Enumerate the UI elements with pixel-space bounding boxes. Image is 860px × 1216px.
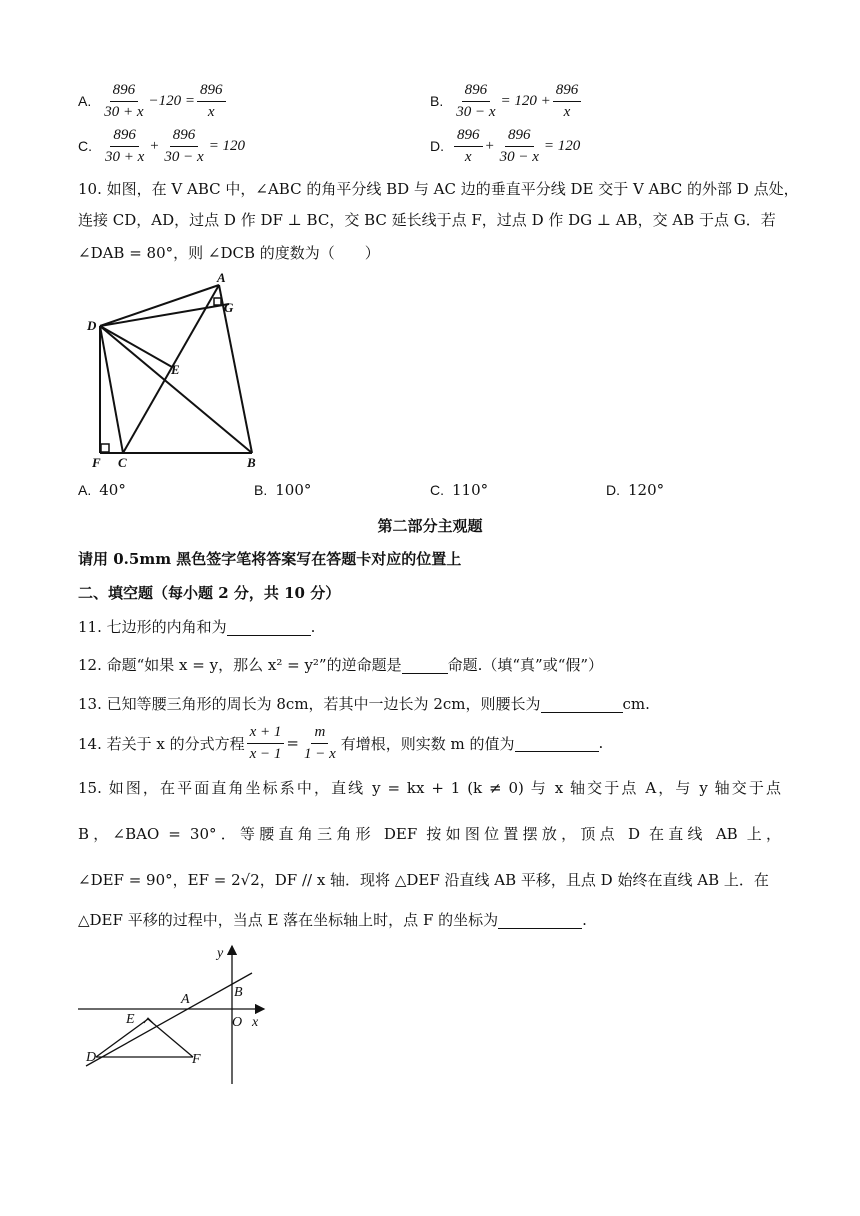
denominator: x — [207, 103, 215, 120]
denominator: 30 + x — [104, 103, 144, 120]
label-e: E — [171, 362, 180, 377]
expression-text: −120 = — [148, 92, 196, 109]
option-label: A. — [78, 93, 92, 109]
expression-text: + — [484, 137, 495, 154]
option-label: D. — [606, 482, 620, 498]
fraction — [553, 82, 582, 120]
label-x: x — [252, 1015, 259, 1030]
label-b: B — [234, 985, 243, 1000]
q13 — [78, 695, 650, 713]
option-value: 120° — [628, 481, 665, 499]
expression-text: + — [149, 137, 160, 154]
label-c: C — [118, 455, 127, 470]
fraction — [453, 82, 498, 120]
option-value: 110° — [452, 481, 489, 499]
label-b: B — [247, 455, 256, 470]
segment-de — [100, 326, 172, 367]
label-e: E — [126, 1012, 135, 1027]
q10-option-b — [254, 481, 311, 499]
q9-option-b — [430, 82, 583, 120]
q14 — [78, 724, 603, 762]
numerator: x + 1 — [247, 724, 285, 744]
label-g: G — [224, 300, 234, 315]
label-a: A — [217, 270, 226, 285]
fraction — [497, 127, 542, 165]
numerator: 896 — [462, 82, 491, 102]
q11 — [78, 618, 315, 636]
answer-blank[interactable] — [498, 912, 582, 929]
numerator: 896 — [197, 82, 226, 102]
denominator: 30 − x — [499, 148, 539, 165]
q15-figure — [74, 938, 274, 1088]
numerator: 896 — [454, 127, 483, 147]
q13-text-pre: 13. 已知等腰三角形的周长为 8cm，若其中一边长为 2cm，则腰长为 — [78, 695, 541, 713]
label-d: D — [86, 1050, 97, 1065]
numerator: m — [311, 724, 328, 744]
option-value: 40° — [99, 481, 126, 499]
label-f: F — [92, 455, 101, 470]
label-d: D — [87, 318, 97, 333]
q9-option-a — [78, 82, 228, 120]
fraction — [247, 724, 285, 762]
segment-da — [100, 285, 219, 326]
q13-text-post: cm. — [622, 695, 650, 713]
q10-line-3: ∠DAB = 80°，则 ∠DCB 的度数为（ ） — [78, 244, 380, 262]
segment-ef — [148, 1019, 193, 1057]
option-label: A. — [78, 482, 92, 498]
option-label: B. — [430, 93, 444, 109]
expression-text: = 120 — [543, 137, 581, 154]
label-a: A — [181, 992, 190, 1007]
option-label: B. — [254, 482, 268, 498]
q15-line-2: B，∠BAO = 30°．等腰直角三角形 DEF 按如图位置摆放，顶点 D 在直线 AB 上， — [78, 825, 781, 843]
q12 — [78, 656, 603, 674]
fraction — [102, 127, 147, 165]
fraction — [101, 82, 146, 120]
q10-line-2: 连接 CD，AD，过点 D 作 DF ⊥ BC，交 BC 延长线于点 F，过点 D 作 DG ⊥ AB，交 AB 于点 G．若 — [78, 211, 776, 229]
section-heading: 二、填空题（每小题 2 分，共 10 分） — [78, 584, 341, 602]
line-ab — [86, 973, 252, 1066]
q10-option-a — [78, 481, 126, 499]
q15-line-3: ∠DEF = 90°，EF = 2√2，DF // x 轴．现将 △DEF 沿直线 AB 平移，且点 D 始终在直线 AB 上．在 — [78, 871, 769, 889]
equals-sign: = — [286, 734, 299, 752]
answer-blank[interactable] — [227, 619, 311, 636]
q15-end: . — [582, 911, 587, 929]
option-label: C. — [78, 138, 92, 154]
label-o: O — [232, 1015, 243, 1030]
segment-dg — [100, 304, 229, 326]
fraction — [197, 82, 226, 120]
numerator: 896 — [110, 82, 139, 102]
denominator: 30 − x — [456, 103, 496, 120]
q10-line-1: 10. 如图，在 V ABC 中，∠ABC 的角平分线 BD 与 AC 边的垂直平分线 DE 交于 V ABC 的外部 D 点处， — [78, 180, 799, 198]
q15-line-4 — [78, 911, 587, 929]
answer-blank[interactable] — [402, 657, 448, 674]
denominator: x — [464, 148, 472, 165]
segment-de — [96, 1019, 148, 1057]
q14-end: . — [598, 734, 604, 752]
q10-option-c — [430, 481, 488, 499]
part-title: 第二部分主观题 — [377, 517, 483, 535]
fraction — [301, 724, 339, 762]
numerator: 896 — [505, 127, 534, 147]
segment-db — [100, 326, 252, 453]
denominator: 1 − x — [303, 745, 336, 762]
option-value: 100° — [275, 481, 312, 499]
q10-option-d — [606, 481, 664, 499]
instruction: 请用 0.5mm 黑色签字笔将答案写在答题卡对应的位置上 — [78, 550, 462, 568]
option-label: D. — [430, 138, 444, 154]
q15-line-1: 15. 如图，在平面直角坐标系中，直线 y = kx + 1 (k ≠ 0) 与 x 轴交于点 A，与 y 轴交于点 — [78, 779, 781, 797]
fraction — [454, 127, 483, 165]
expression-text: = 120 — [208, 137, 246, 154]
right-angle-mark-g — [214, 298, 221, 305]
q9-option-c — [78, 127, 245, 165]
answer-blank[interactable] — [541, 696, 623, 713]
expression-text: = 120 + — [500, 92, 551, 109]
answer-blank[interactable] — [515, 735, 599, 752]
denominator: x — [563, 103, 571, 120]
q12-text-pre: 12. 命题“如果 x = y，那么 x² = y²”的逆命题是 — [78, 656, 402, 674]
denominator: 30 + x — [105, 148, 145, 165]
numerator: 896 — [553, 82, 582, 102]
label-y: y — [217, 946, 224, 961]
q15-line-4-text: △DEF 平移的过程中，当点 E 落在坐标轴上时，点 F 的坐标为 — [78, 911, 499, 929]
q12-text-post: 命题.（填“真”或“假”） — [447, 656, 604, 674]
q11-end: . — [310, 618, 316, 636]
numerator: 896 — [170, 127, 199, 147]
label-f: F — [192, 1052, 201, 1067]
segment-dc — [100, 326, 123, 453]
q14-text-pre: 14. 若关于 x 的分式方程 — [78, 734, 245, 753]
right-angle-mark-f — [101, 444, 109, 452]
option-label: C. — [430, 482, 444, 498]
numerator: 896 — [110, 127, 139, 147]
denominator: 30 − x — [164, 148, 204, 165]
q9-option-d — [430, 127, 580, 165]
fraction — [161, 127, 206, 165]
denominator: x − 1 — [249, 745, 282, 762]
q11-text: 11. 七边形的内角和为 — [78, 618, 227, 636]
q10-figure — [78, 270, 278, 475]
q14-text-post: 有增根，则实数 m 的值为 — [340, 734, 515, 753]
